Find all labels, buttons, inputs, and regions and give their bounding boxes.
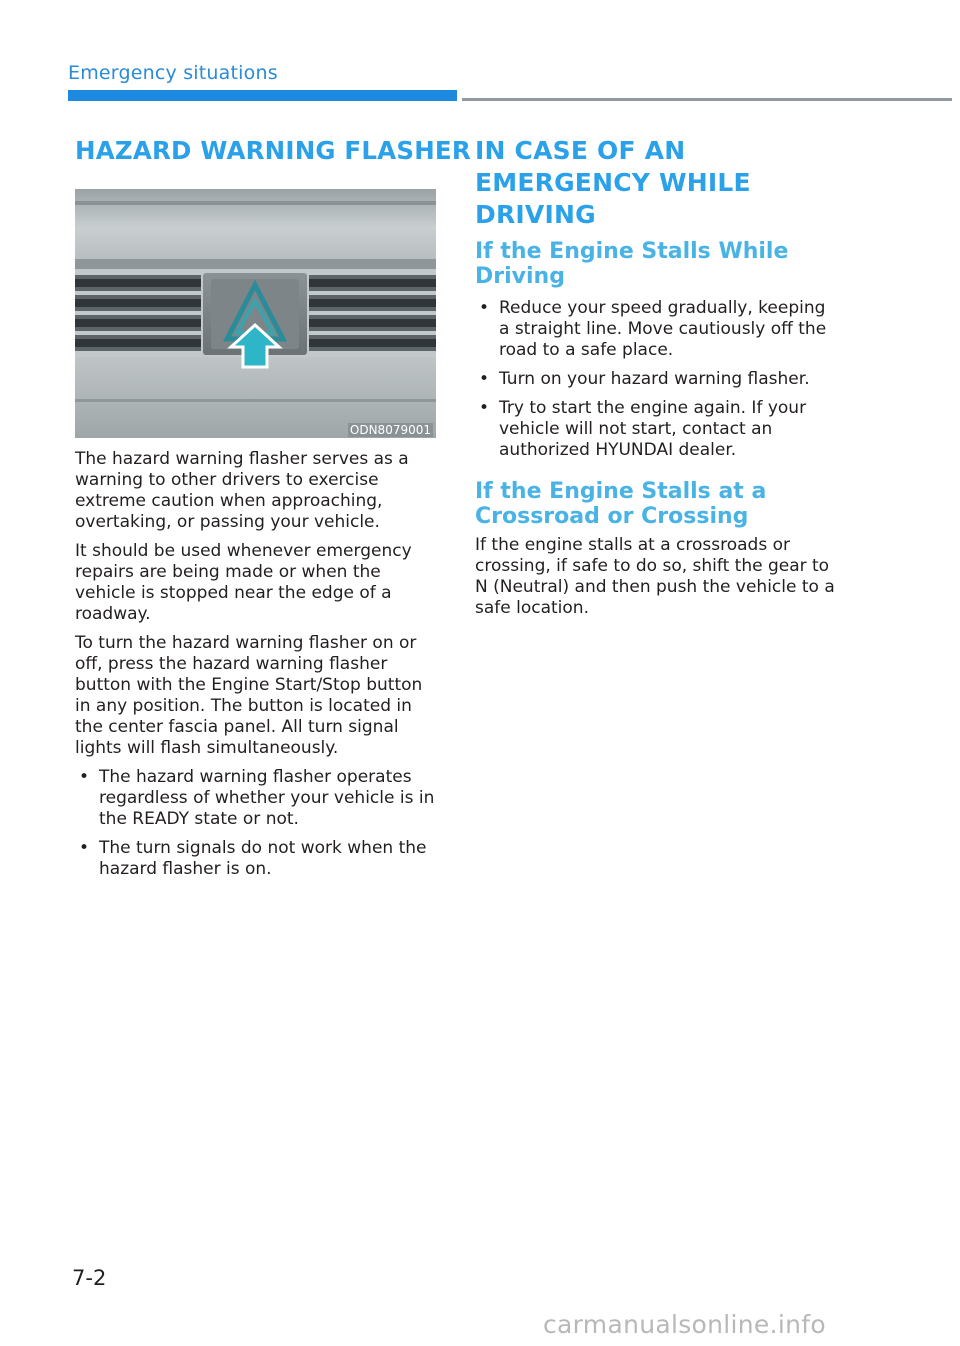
figure-code: ODN8079001 (349, 423, 431, 437)
list-item-text: The turn signals do not work when the hazard flasher is on. (99, 838, 427, 879)
dashboard-hazard-icon (75, 189, 436, 438)
list-item (475, 369, 840, 390)
header-rule (462, 98, 952, 101)
list-item (475, 298, 840, 361)
list-item (75, 838, 440, 880)
paragraph-operation: To turn the hazard warning flasher on or off, press the hazard warning flasher button with the Engine Start/Stop button in any position. The button is located in the center fascia panel. All turn signal lights will flash simultaneously. (75, 633, 423, 758)
bullet-marker: • (479, 369, 490, 389)
engine-stall-steps-list (475, 298, 840, 461)
left-column (75, 135, 471, 880)
header-rule-accent (68, 90, 457, 101)
bullet-marker: • (479, 398, 490, 418)
list-item-text: Turn on your hazard warning flasher. (499, 369, 810, 389)
bullet-marker: • (79, 838, 90, 858)
list-item (75, 767, 440, 830)
list-item-text: Try to start the engine again. If your vehicle will not start, contact an authorized HYUNDAI dealer. (499, 398, 807, 460)
hazard-button-illustration (75, 189, 436, 438)
paragraph-purpose: The hazard warning flasher serves as a warning to other drivers to exercise extreme caution when approaching, overtaking, or passing your vehicle. (75, 449, 409, 532)
right-column (475, 135, 840, 619)
bullet-marker: • (479, 298, 490, 318)
paragraph-usage: It should be used whenever emergency repairs are being made or when the vehicle is stopped near the edge of a roadway. (75, 541, 412, 624)
watermark: carmanualsonline.info (543, 1310, 826, 1339)
subheading-engine-stalls-crossroad: If the Engine Stalls at a Crossroad or Crossing (475, 479, 767, 529)
paragraph-crossroad: If the engine stalls at a crossroads or crossing, if safe to do so, shift the gear to N (Neutral) and then push the vehicle to a safe location. (475, 535, 835, 618)
list-item (475, 398, 840, 461)
section-header: Emergency situations (68, 62, 278, 84)
subheading-engine-stalls-driving: If the Engine Stalls While Driving (475, 239, 789, 289)
hazard-notes-list (75, 767, 440, 880)
list-item-text: The hazard warning flasher operates regardless of whether your vehicle is in the READY state or not. (99, 767, 435, 829)
list-item-text: Reduce your speed gradually, keeping a straight line. Move cautiously off the road to a safe place. (499, 298, 827, 360)
bullet-marker: • (79, 767, 90, 787)
heading-hazard-warning-flasher: HAZARD WARNING FLASHER (75, 136, 471, 165)
page-number: 7-2 (72, 1266, 107, 1290)
heading-emergency-while-driving: IN CASE OF AN EMERGENCY WHILE DRIVING (475, 136, 751, 229)
